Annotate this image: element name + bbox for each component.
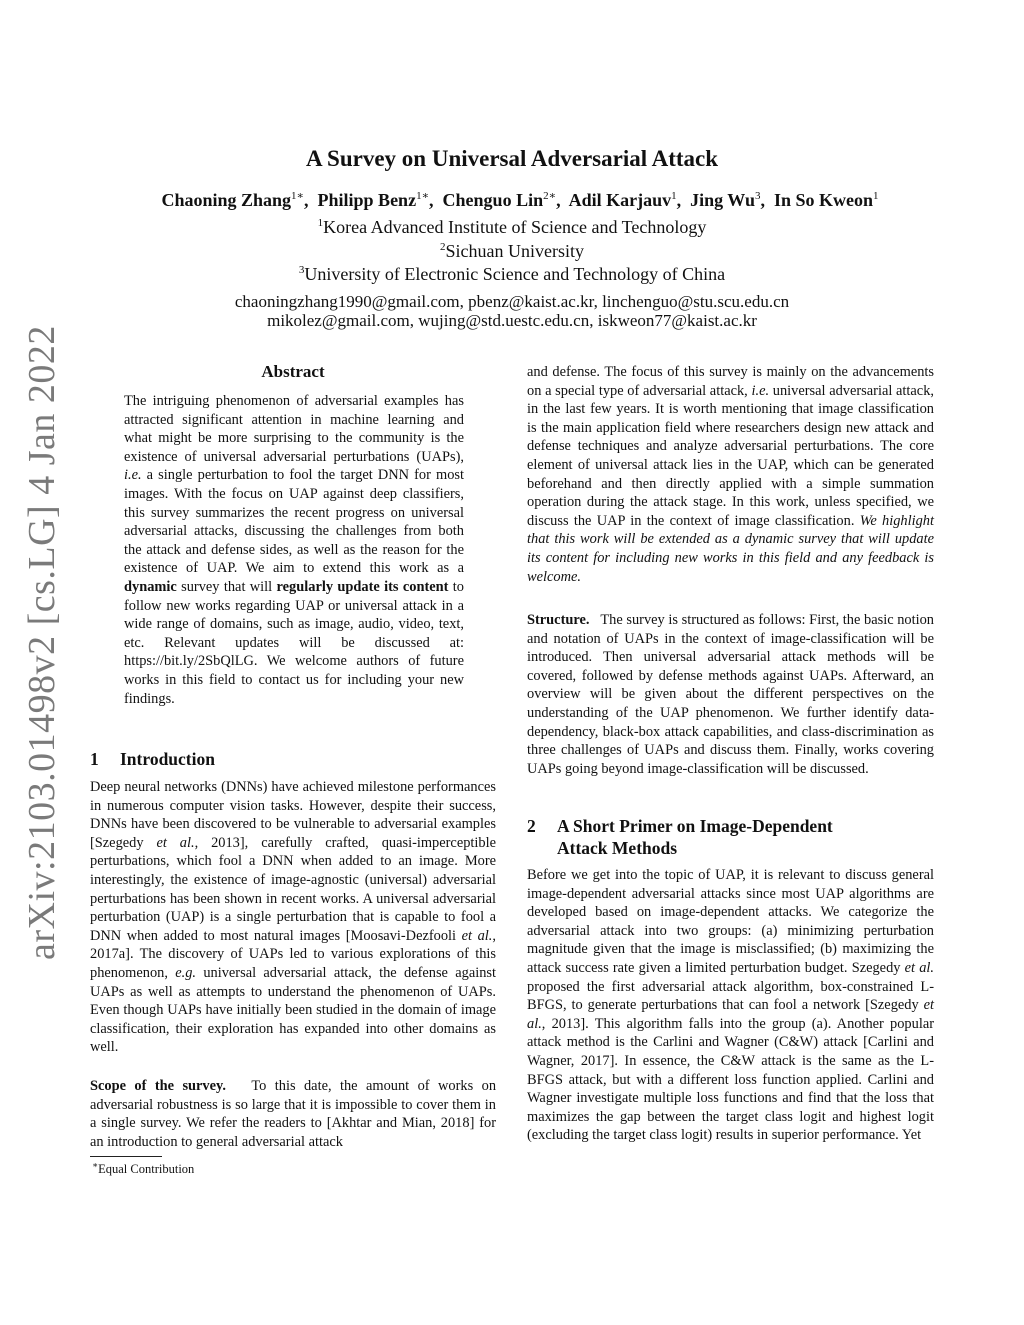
author-mark: 1: [873, 190, 879, 202]
author-list: Chaoning Zhang$^{1∗}$, Philipp Benz$^{1∗}$, Chenguo Lin$^{2∗}$, Adil Karjauv$^1$, Jing Wu$^3$, In So Kweon$^1$: [161, 190, 879, 210]
affiliation-name: Sichuan University: [445, 241, 584, 261]
text: i.e.: [751, 382, 770, 399]
affiliation-name: University of Electronic Science and Technology of China: [304, 264, 726, 284]
footnote-mark: ∗: [92, 1160, 99, 1170]
paragraph-label: Scope of the survey.: [90, 1078, 227, 1094]
section-heading-primer: [527, 815, 833, 837]
section-heading-introduction: [90, 748, 215, 770]
abstract-heading: Abstract: [261, 362, 325, 381]
introduction-paragraph: [90, 778, 496, 1057]
author: Chaoning Zhang: [161, 190, 292, 210]
text: to follow new works regarding UAP or universal attack in a wide range of domains, such as image, audio, video, text, etc. Relevant updates will be discussed at: https://bit.ly/2SbQlLG. We welcome authors of future works in this field to contact us for including your new findings.: [124, 578, 464, 707]
footnote-rule: [90, 1156, 162, 1157]
affiliation: [0, 264, 1024, 285]
text: proposed the first adversarial attack algorithm, box-constrained L-BFGS, to generate perturbations that can fool a network [Szegedy: [527, 978, 934, 1014]
right-column-paragraph: [527, 363, 934, 586]
text: Deep neural networks (DNNs) have achieved milestone performances in numerous computer vision tasks. However, despite their success, DNNs have been discovered to be vulnerable to adversarial examples [Szegedy: [90, 779, 496, 851]
text: regularly update its content: [276, 578, 449, 595]
text: To this date, the amount of works on adversarial robustness is so large that it is impossible to cover them in a single survey. We refer the readers to [Akhtar and Mian, 2018] for an introduction to general adversarial attack: [90, 1078, 497, 1150]
author-mark: 2∗: [543, 190, 557, 202]
author: Chenguo Lin: [442, 190, 544, 210]
text: i.e.: [124, 467, 142, 484]
structure-paragraph: [527, 611, 934, 778]
text: and defense. The focus of this survey is mainly on the advancements on a special type of adversarial attack,: [527, 364, 934, 399]
text: universal adversarial attack, the defense against UAPs as well as attempts to understand the phenomenon of UAPs. Even though UAPs have initially been studied in the domain of image classification, their exploration has expanded into other domains as well.: [90, 964, 496, 1056]
text: , 2013], carefully crafted, quasi-imperceptible perturbations, which fool a DNN when added to an image. More interestingly, the existence of image-agnostic (universal) adversarial perturbations has been shown in recent works. A universal adversarial perturbation (UAP) is a single perturbation that is capable to fool a DNN when added to most natural images [Moosavi-Dezfooli: [90, 834, 496, 944]
affiliation: [0, 217, 1024, 238]
text: We highlight that this work will be extended as a dynamic survey that will update its content for including new works in this field and any feedback is welcome.: [527, 512, 935, 585]
text: et al.: [461, 927, 493, 944]
text: The intriguing phenomenon of adversarial examples has attracted significant attention in machine learning and what might be more surprising to the community is the existence of universal adversarial perturbations (UAPs),: [124, 393, 464, 465]
footnote: [92, 1160, 194, 1177]
text: Before we get into the topic of UAP, it is relevant to discuss general image-dependent adversarial attacks since most UAP algorithms are developed based on image-dependent attacks. We categorize the adversarial attack into two groups: (a) minimizing perturbation magnitude given that the image is misclassified; (b) maximizing the attack success rate given a limited perturbation budget. Szegedy: [527, 867, 934, 976]
text: et al.: [904, 959, 934, 976]
text: et al.: [156, 834, 195, 851]
text: survey that will: [176, 578, 277, 595]
author-mark: 1: [671, 190, 677, 202]
text: dynamic: [124, 578, 177, 595]
primer-paragraph: [527, 866, 934, 1145]
scope-paragraph: [90, 1077, 496, 1151]
section-number: 1: [90, 749, 99, 769]
text: , 2017a]. The discovery of UAPs led to various explorations of this phenomenon,: [90, 927, 496, 981]
email-line: chaoningzhang1990@gmail.com, pbenz@kaist.ac.kr, linchenguo@stu.scu.edu.cn: [234, 292, 790, 311]
text: e.g.: [175, 964, 197, 981]
paper-title: A Survey on Universal Adversarial Attack: [305, 146, 719, 171]
section-title: A Short Primer on Image-Dependent: [557, 816, 833, 836]
affiliation-name: Korea Advanced Institute of Science and Technology: [323, 217, 707, 237]
abstract-body: [124, 392, 464, 708]
affiliation-mark: 1: [317, 217, 324, 229]
author: Jing Wu: [690, 190, 755, 210]
author-mark: 3: [754, 190, 761, 202]
email-line: mikolez@gmail.com, wujing@std.uestc.edu.cn, iskweon77@kaist.ac.kr: [267, 311, 757, 330]
paragraph-label: Structure.: [527, 612, 590, 628]
author-mark: 1∗: [416, 190, 430, 202]
footnote-text: Equal Contribution: [98, 1162, 195, 1177]
author: Adil Karjauv: [568, 190, 672, 210]
author-mark: 1∗: [291, 190, 305, 202]
author: In So Kweon: [773, 190, 874, 210]
text: universal adversarial attack, in the last few years. It is worth mentioning that image classification is the main application field where researchers design new attack and defense techniques and analyze adversarial perturbations. The core element of universal attack lies in the UAP, which can be generated beforehand and then directly applied with a simple summation operation during the attack stage. In this work, unless specified, we discuss the UAP in the context of image classification.: [527, 382, 934, 529]
section-number: 2: [527, 816, 536, 836]
arxiv-identifier: arXiv:2103.01498v2 [cs.LG] 4 Jan 2022: [21, 325, 63, 960]
section-heading-primer-line2: Attack Methods: [557, 838, 678, 858]
section-title: Introduction: [120, 749, 215, 769]
text: et al.: [527, 997, 934, 1032]
affiliation-mark: 3: [298, 264, 305, 276]
text: The survey is structured as follows: First, the basic notion and notation of UAPs in the context of image-classification will be introduced. Then universal adversarial attack methods will be covered, followed by defense methods against UAPs. Afterward, an overview will be given about the different perspectives on the understanding of the UAP phenomenon. We further identify data-dependency, black-box attack capabilities, and class-discrimination as three challenges of UAPs and discuss them. Finally, works covering UAPs going beyond image-classification will be discussed.: [527, 612, 934, 777]
affiliation: [0, 241, 1024, 262]
text: a single perturbation to fool the target DNN for most images. With the focus on UAP against deep classifiers, this survey summarizes the recent progress on universal adversarial attacks, discussing the challenges from both the attack and defense sides, as well as the reason for the existence of UAP. We aim to extend this work as a: [124, 467, 464, 577]
author: Philipp Benz: [317, 190, 417, 210]
text: , 2013]. This algorithm falls into the group (a). Another popular attack method is the Carlini and Wagner (C&W) attack [Carlini and Wagner, 2017]. In essence, the C&W attack is the same as the L-BFGS attack, but with a different loss function applied. Carlini and Wagner investigate multiple loss functions and find that the loss that maximizes the gap between the target class logit and highest logit (excluding the target class logit) results in superior performance. Yet: [527, 1015, 934, 1144]
affiliation-mark: 2: [440, 241, 446, 253]
